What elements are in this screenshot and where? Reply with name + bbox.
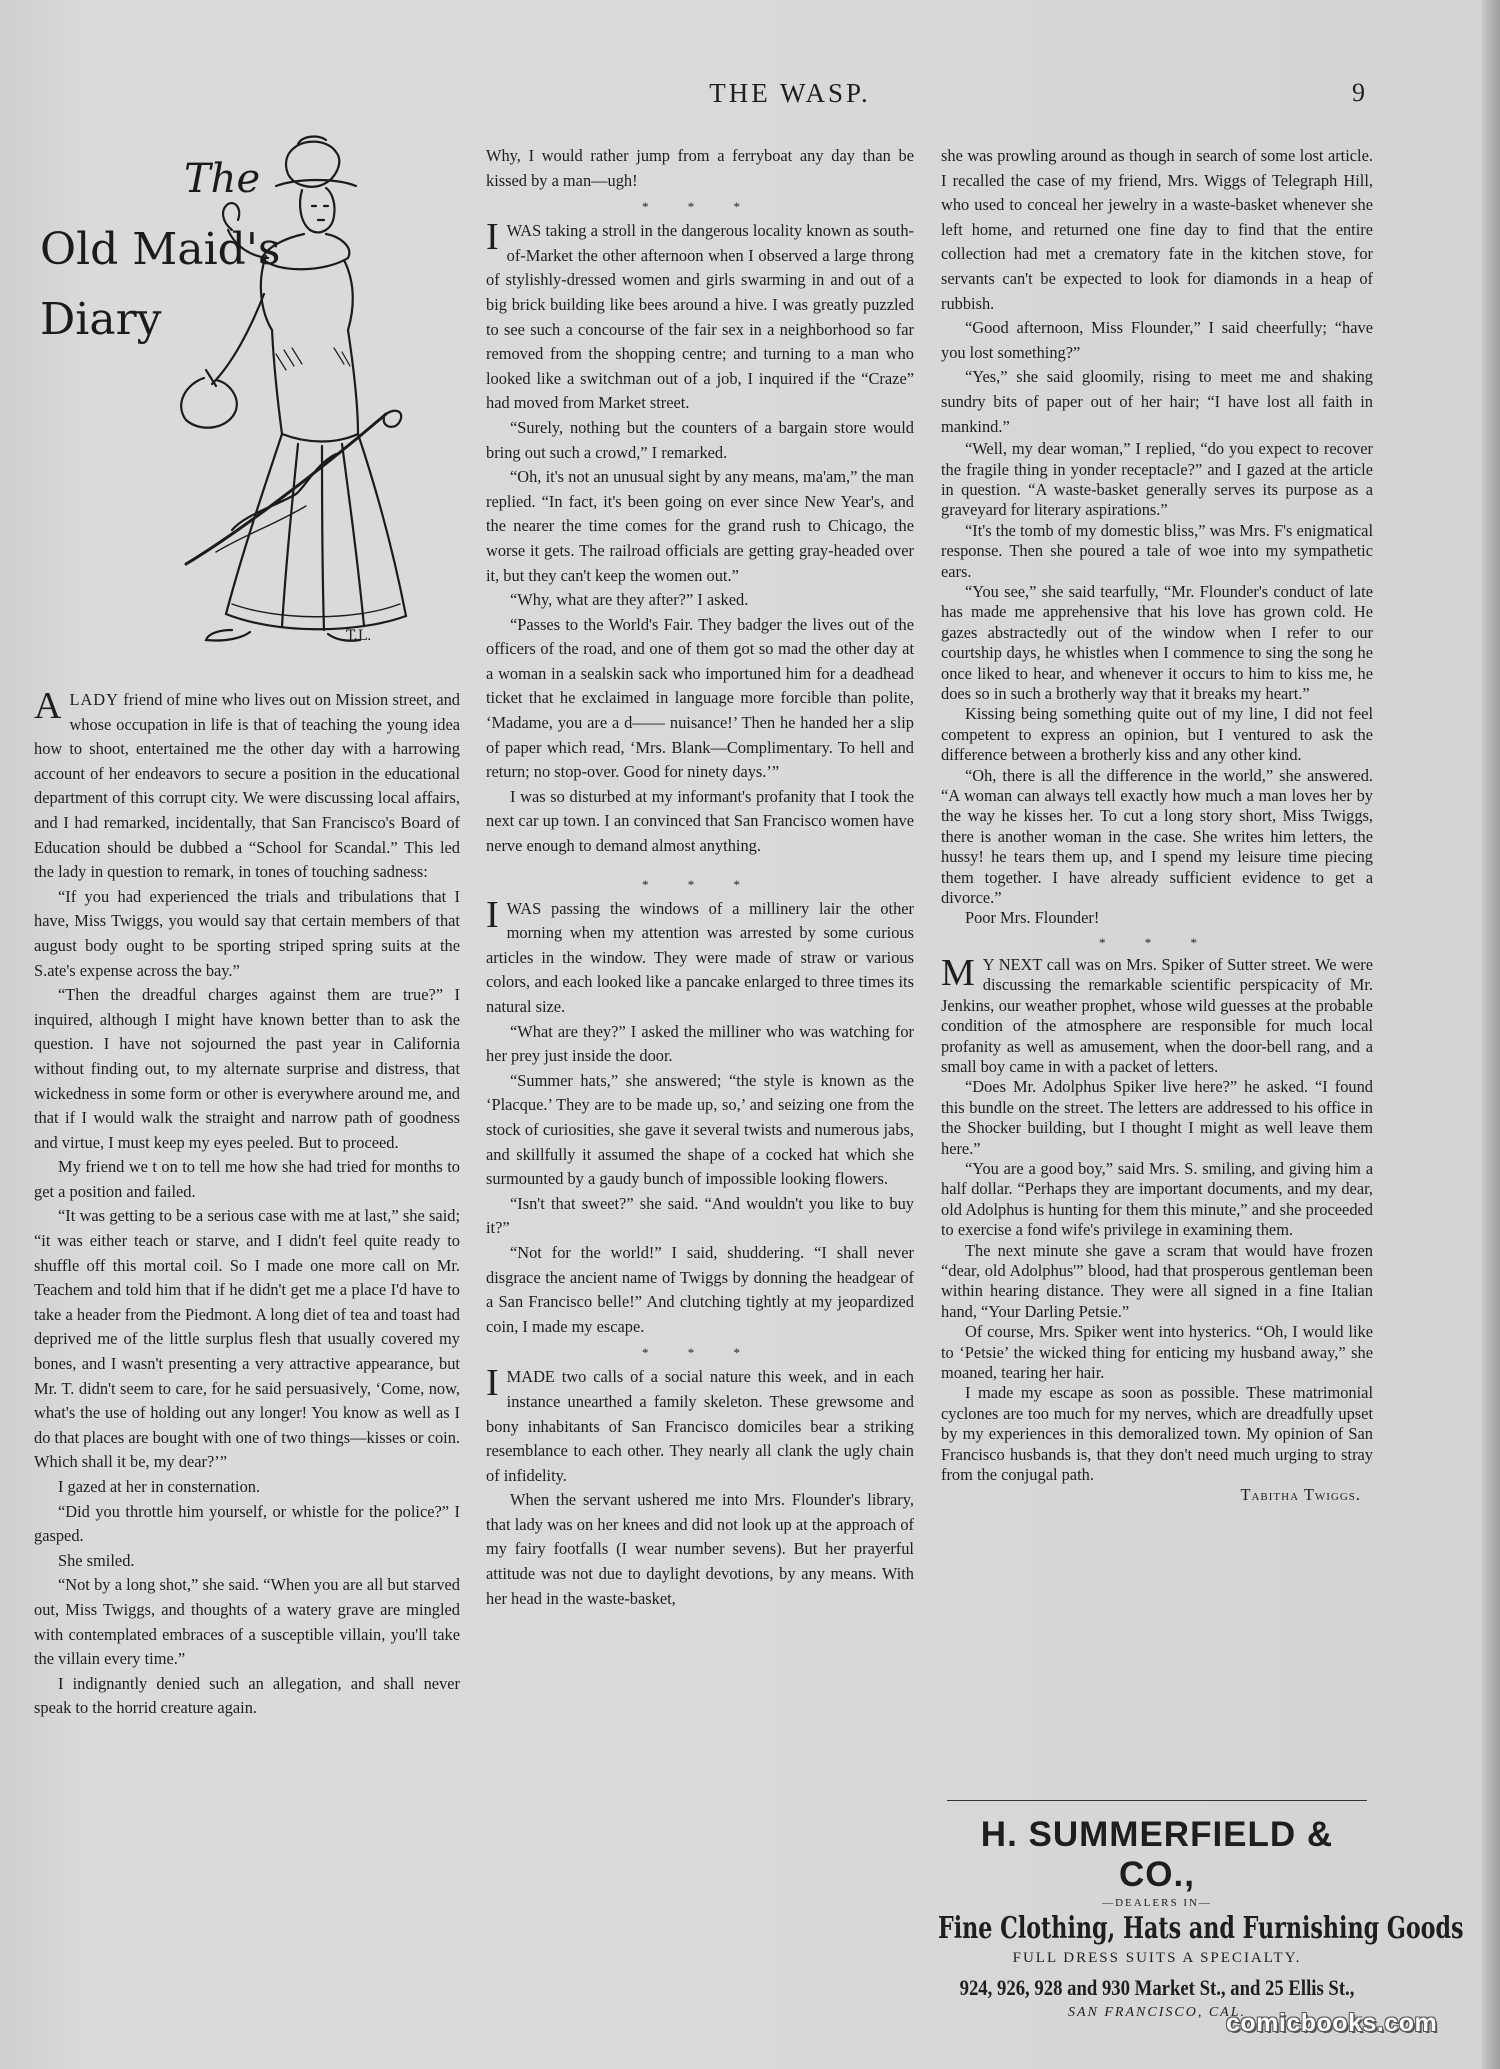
paragraph: I was so disturbed at my informant's profanity that I took the next car up town. I an convinced that San Francisco women have nerve enough to demand almost anything. <box>486 786 914 856</box>
drop-cap: M <box>941 951 975 994</box>
title-word-old-maids: Old Maid's <box>40 224 281 275</box>
old-maid-illustration <box>36 134 454 674</box>
column-3 <box>941 144 1373 1506</box>
ad-company-name: H. SUMMERFIELD & CO., <box>980 1815 1334 1894</box>
paragraph: “Yes,” she said gloomily, rising to meet me and shaking sundry bits of paper out of her hair; “I have lost all faith in mankind.” <box>941 367 1373 436</box>
paragraph: When the servant ushered me into Mrs. Flounder's library, that lady was on her knees and did not look up at the approach of my fairy footfalls (I wear number sevens). But her prayerful attitude was not due to daylight devotions, by any means. With her head in the waste-basket, <box>486 1490 914 1608</box>
paragraph: I made my escape as soon as possible. These matrimonial cyclones are too much for my nerves, which are dreadfully upset by my experiences in this demoralized town. My opinion of San Francisco husbands is, that they don't need much urging to stray from the conjugal path. <box>941 1383 1373 1485</box>
paragraph: “Well, my dear woman,” I replied, “do you expect to recover the fragile thing in yonder receptacle?” and I gazed at the article in question. “A waste-basket generally serves its purpose as a graveyard for literary aspirations.” <box>941 439 1373 520</box>
paragraph <box>486 1362 914 1488</box>
paragraph: “It's the tomb of my domestic bliss,” was Mrs. F's enigmatical response. Then she poured a tale of woe into my sympathetic ears. <box>941 520 1373 581</box>
paragraph: “Does Mr. Adolphus Spiker live here?” he asked. “I found this bundle on the street. The letters are addressed to his office in the Shocker building, but I thought I might as well leave them here.” <box>941 1077 1373 1158</box>
paragraph: “Surely, nothing but the counters of a bargain store would bring out such a crowd,” I remarked. <box>486 417 914 462</box>
drop-cap: I <box>486 216 499 259</box>
ad-dealers-in: —DEALERS IN— <box>1102 1897 1212 1909</box>
small-caps-lead: LADY <box>69 690 119 709</box>
paragraph <box>34 685 460 885</box>
paragraph: Why, I would rather jump from a ferryboat any day than be kissed by a man—ugh! <box>486 146 914 190</box>
page-header-title: THE WASP. <box>709 78 871 108</box>
paragraph: “What are they?” I asked the milliner who was watching for her prey just inside the door. <box>486 1021 914 1066</box>
page-spine-shadow <box>1482 0 1500 2069</box>
ad-top-rule <box>947 1800 1367 1801</box>
paragraph: “Not by a long shot,” she said. “When you are all but starved out, Miss Twiggs, and thoughts of a watery grave are mingled with contemplated embraces of a susceptible villain, you'll take the villain every time.” <box>34 1575 460 1669</box>
paragraph <box>486 893 914 1020</box>
paragraph: The next minute she gave a scram that would have frozen “dear, old Adolphus'” blood, had that prosperous gentleman been within hearing distance. They were all signed in a fine Italian hand, “Your Darling Petsie.” <box>941 1240 1373 1321</box>
paragraph: “Summer hats,” she answered; “the style is known as the ‘Placque.’ They are to be made up, so,’ and seizing one from the stock of curiosities, she gave it several twists and numerous jabs, and skillfully it assumed the shape of a cocked hat which she surmounted by a gaudy bunch of impossible looking flowers. <box>486 1070 914 1189</box>
paragraph: “Then the dreadful charges against them are true?” I inquired, although I might have known better than to ask the question. I have not sojourned the past year in California without finding out, to my alternate surprise and distress, that wickedness in some form or other is everywhere around me, and that if I would walk the straight and narrow path of goodness and virtue, I must keep my eyes peeled. But to proceed. <box>34 985 460 1152</box>
paragraph: “You see,” she said tearfully, “Mr. Flounder's conduct of late has made me apprehensive that his love has grown cold. He gazes abstractedly out of the window when I refer to our courtship days, he whistles when I commence to sing the song he once liked to hear, and whenever it occurs to him to kiss me, he does so in such a brotherly way that it breaks my heart.” <box>941 581 1373 703</box>
paragraph: “If you had experienced the trials and tribulations that I have, Miss Twiggs, you would say that certain members of that august body ought to be sporting striped spring suits at the S.ate's expense across the bay.” <box>34 886 460 980</box>
drop-cap: A <box>34 685 62 727</box>
title-word-the: The <box>184 156 261 202</box>
column-1 <box>34 685 460 1721</box>
paragraph: She smiled. <box>58 1550 135 1570</box>
paragraph-text: WAS passing the windows of a millinery lair the other morning when my attention was arrested by some curious articles in the window. They were made of straw or various colors, and each looked like a pancake enlarged to three times its natural size. <box>486 898 914 1016</box>
drop-cap: I <box>486 893 499 936</box>
paragraph: “Oh, there is all the difference in the world,” she answered. “A woman can always tell exactly how much a man loves her by the way he kisses her. To cut a long story short, Miss Twiggs, there is another woman in the case. She writes him letters, the hussy! he tears them up, and I spend my leisure time piecing them together. I have already sufficient evidence to get a divorce.” <box>941 765 1373 908</box>
paragraph: I indignantly denied such an allegation, and shall never speak to the horrid creature again. <box>34 1673 460 1718</box>
ad-city: SAN FRANCISCO, CAL. <box>1067 2005 1246 2020</box>
section-divider: * * * <box>642 876 758 892</box>
paragraph-text: friend of mine who lives out on Mission street, and whose occupation in life is that of teaching the young idea how to shoot, entertained me the other day with a harrowing account of her endeavors to secure a position in the educational department of this corrupt city. We were discussing local affairs, and I had remarked, incidentally, that San Francisco's Board of Education should be dubbed a “School for Scandal.” This led the lady in question to remark, in tones of touching sadness: <box>34 690 460 882</box>
paragraph: “It was getting to be a serious case with me at last,” she said; “it was either teach or starve, and I didn't feel quite ready to shuffle off this mortal coil. So I made one more call on Mr. Teachem and told him that if he didn't get me a place I'd have to take a header from the Piedmont. A long diet of tea and toast had deprived me of the little surplus flesh that usually covered my bones, and I wasn't presenting a very attractive appearance, but Mr. T. didn't seem to care, for he said persuasively, ‘Come, now, what's the use of holding out any longer! You know as well as I do that places are bought with one of two things—kisses or coin. Which shall it be, my dear?’” <box>34 1206 460 1472</box>
column-2 <box>486 144 914 1611</box>
paragraph-text: WAS taking a stroll in the dangerous locality known as south-of-Market the other afternoon when I observed a large throng of stylishly-dressed women and girls swarming in and out of a big brick building like bees around a hive. I was greatly puzzled to see such a concourse of the fair sex in a neighborhood so far removed from the shopping centre; and turning to a man who looked like a switchman out of a job, I inquired if the “Craze” had moved from Market street. <box>486 221 914 413</box>
paragraph: Of course, Mrs. Spiker went into hysterics. “Oh, I would like to ‘Petsie’ the wicked thing for enticing my husband away,” she moaned, tearing her hair. <box>941 1322 1373 1382</box>
paragraph: “Why, what are they after?” I asked. <box>510 590 749 610</box>
paragraph: “Oh, it's not an unusual sight by any means, ma'am,” the man replied. “In fact, it's been going on ever since New Year's, and the nearer the time comes for the grand rush to Chicago, the worse it gets. The railroad officials are getting gray-headed over it, but they can't keep the women out.” <box>486 467 914 585</box>
title-word-diary: Diary <box>40 294 162 345</box>
paragraph: “Not for the world!” I said, shuddering. “I shall never disgrace the ancient name of Twiggs by donning the headgear of a San Francisco belle!” And clutching tightly at my jeopardized coin, I made my escape. <box>486 1242 914 1336</box>
ad-address: 924, 926, 928 and 930 Market St., and 25 Ellis St., <box>959 1975 1355 2000</box>
paragraph <box>486 216 914 416</box>
paragraph: I gazed at her in consternation. <box>58 1477 261 1496</box>
paragraph: “Good afternoon, Miss Flounder,” I said cheerfully; “have you lost something?” <box>941 318 1373 362</box>
paragraph <box>941 951 1373 1077</box>
paragraph: she was prowling around as though in search of some lost article. I recalled the case of my friend, Mrs. Wiggs of Telegraph Hill, who used to conceal her jewelry in a waste-basket whenever she left home, and returned one fine day to find that the entire collection had met a crematory fate in the kitchen stove, for servants can't be expected to look for diamonds in a heap of rubbish. <box>941 146 1373 313</box>
section-divider: * * * <box>642 1345 758 1361</box>
paragraph-text: Y NEXT call was on Mrs. Spiker of Sutter street. We were discussing the remarkable scientific perspicacity of Mr. Jenkins, our weather prophet, whose wild guesses at the probable condition of the atmosphere are responsible for much local profanity as well as amusement, when the door-bell rang, and a small boy came in with a packet of letters. <box>941 954 1373 1076</box>
section-divider: * * * <box>1099 934 1215 950</box>
paragraph: “Passes to the World's Fair. They badger the lives out of the officers of the road, and one of them got so mad the other day at a woman in a sealskin sack who importuned him for a deadhead ticket that he exclaimed in language more forcible than polite, ‘Madame, you are a d—— nuisance!’ Then he handed her a slip of paper which read, ‘Mrs. Blank—Complimentary. To hell and return; no stop-over. Good for ninety days.’” <box>486 614 914 782</box>
paragraph: Poor Mrs. Flounder! <box>965 908 1100 928</box>
paragraph: “Did you throttle him yourself, or whistle for the police?” I gasped. <box>34 1501 460 1546</box>
ad-goods: Fine Clothing, Hats and Furnishing Goods <box>937 1911 1464 1946</box>
page-number: 9 <box>1352 78 1365 107</box>
paragraph: “Isn't that sweet?” she said. “And wouldn't you like to buy it?” <box>486 1193 914 1238</box>
drop-cap: I <box>486 1362 499 1405</box>
ad-specialty: FULL DRESS SUITS A SPECIALTY. <box>1012 1950 1302 1966</box>
artist-initials: T.L. <box>346 628 372 644</box>
paragraph-text: MADE two calls of a social nature this week, and in each instance unearthed a family skeleton. These grewsome and bony inhabitants of San Francisco domiciles bear a striking resemblance to each other. They nearly all clank the ugly chain of infidelity. <box>486 1367 914 1485</box>
paragraph: “You are a good boy,” said Mrs. S. smiling, and giving him a half dollar. “Perhaps they are important documents, and my dear, old Adolphus is hunting for them this minute,” and she proceeded to exercise a fond wife's privilege in examining them. <box>941 1158 1373 1240</box>
advertisement <box>937 1800 1464 2021</box>
section-divider: * * * <box>642 199 758 215</box>
paragraph: Kissing being something quite out of my line, I did not feel competent to express an opinion, but I ventured to ask the difference between a brotherly kiss and any other kind. <box>941 704 1373 765</box>
site-watermark: comicbooks.com <box>1226 2009 1438 2037</box>
author-signature: Tabitha Twiggs. <box>1240 1485 1361 1505</box>
paragraph: My friend we t on to tell me how she had tried for months to get a position and failed. <box>34 1157 460 1201</box>
